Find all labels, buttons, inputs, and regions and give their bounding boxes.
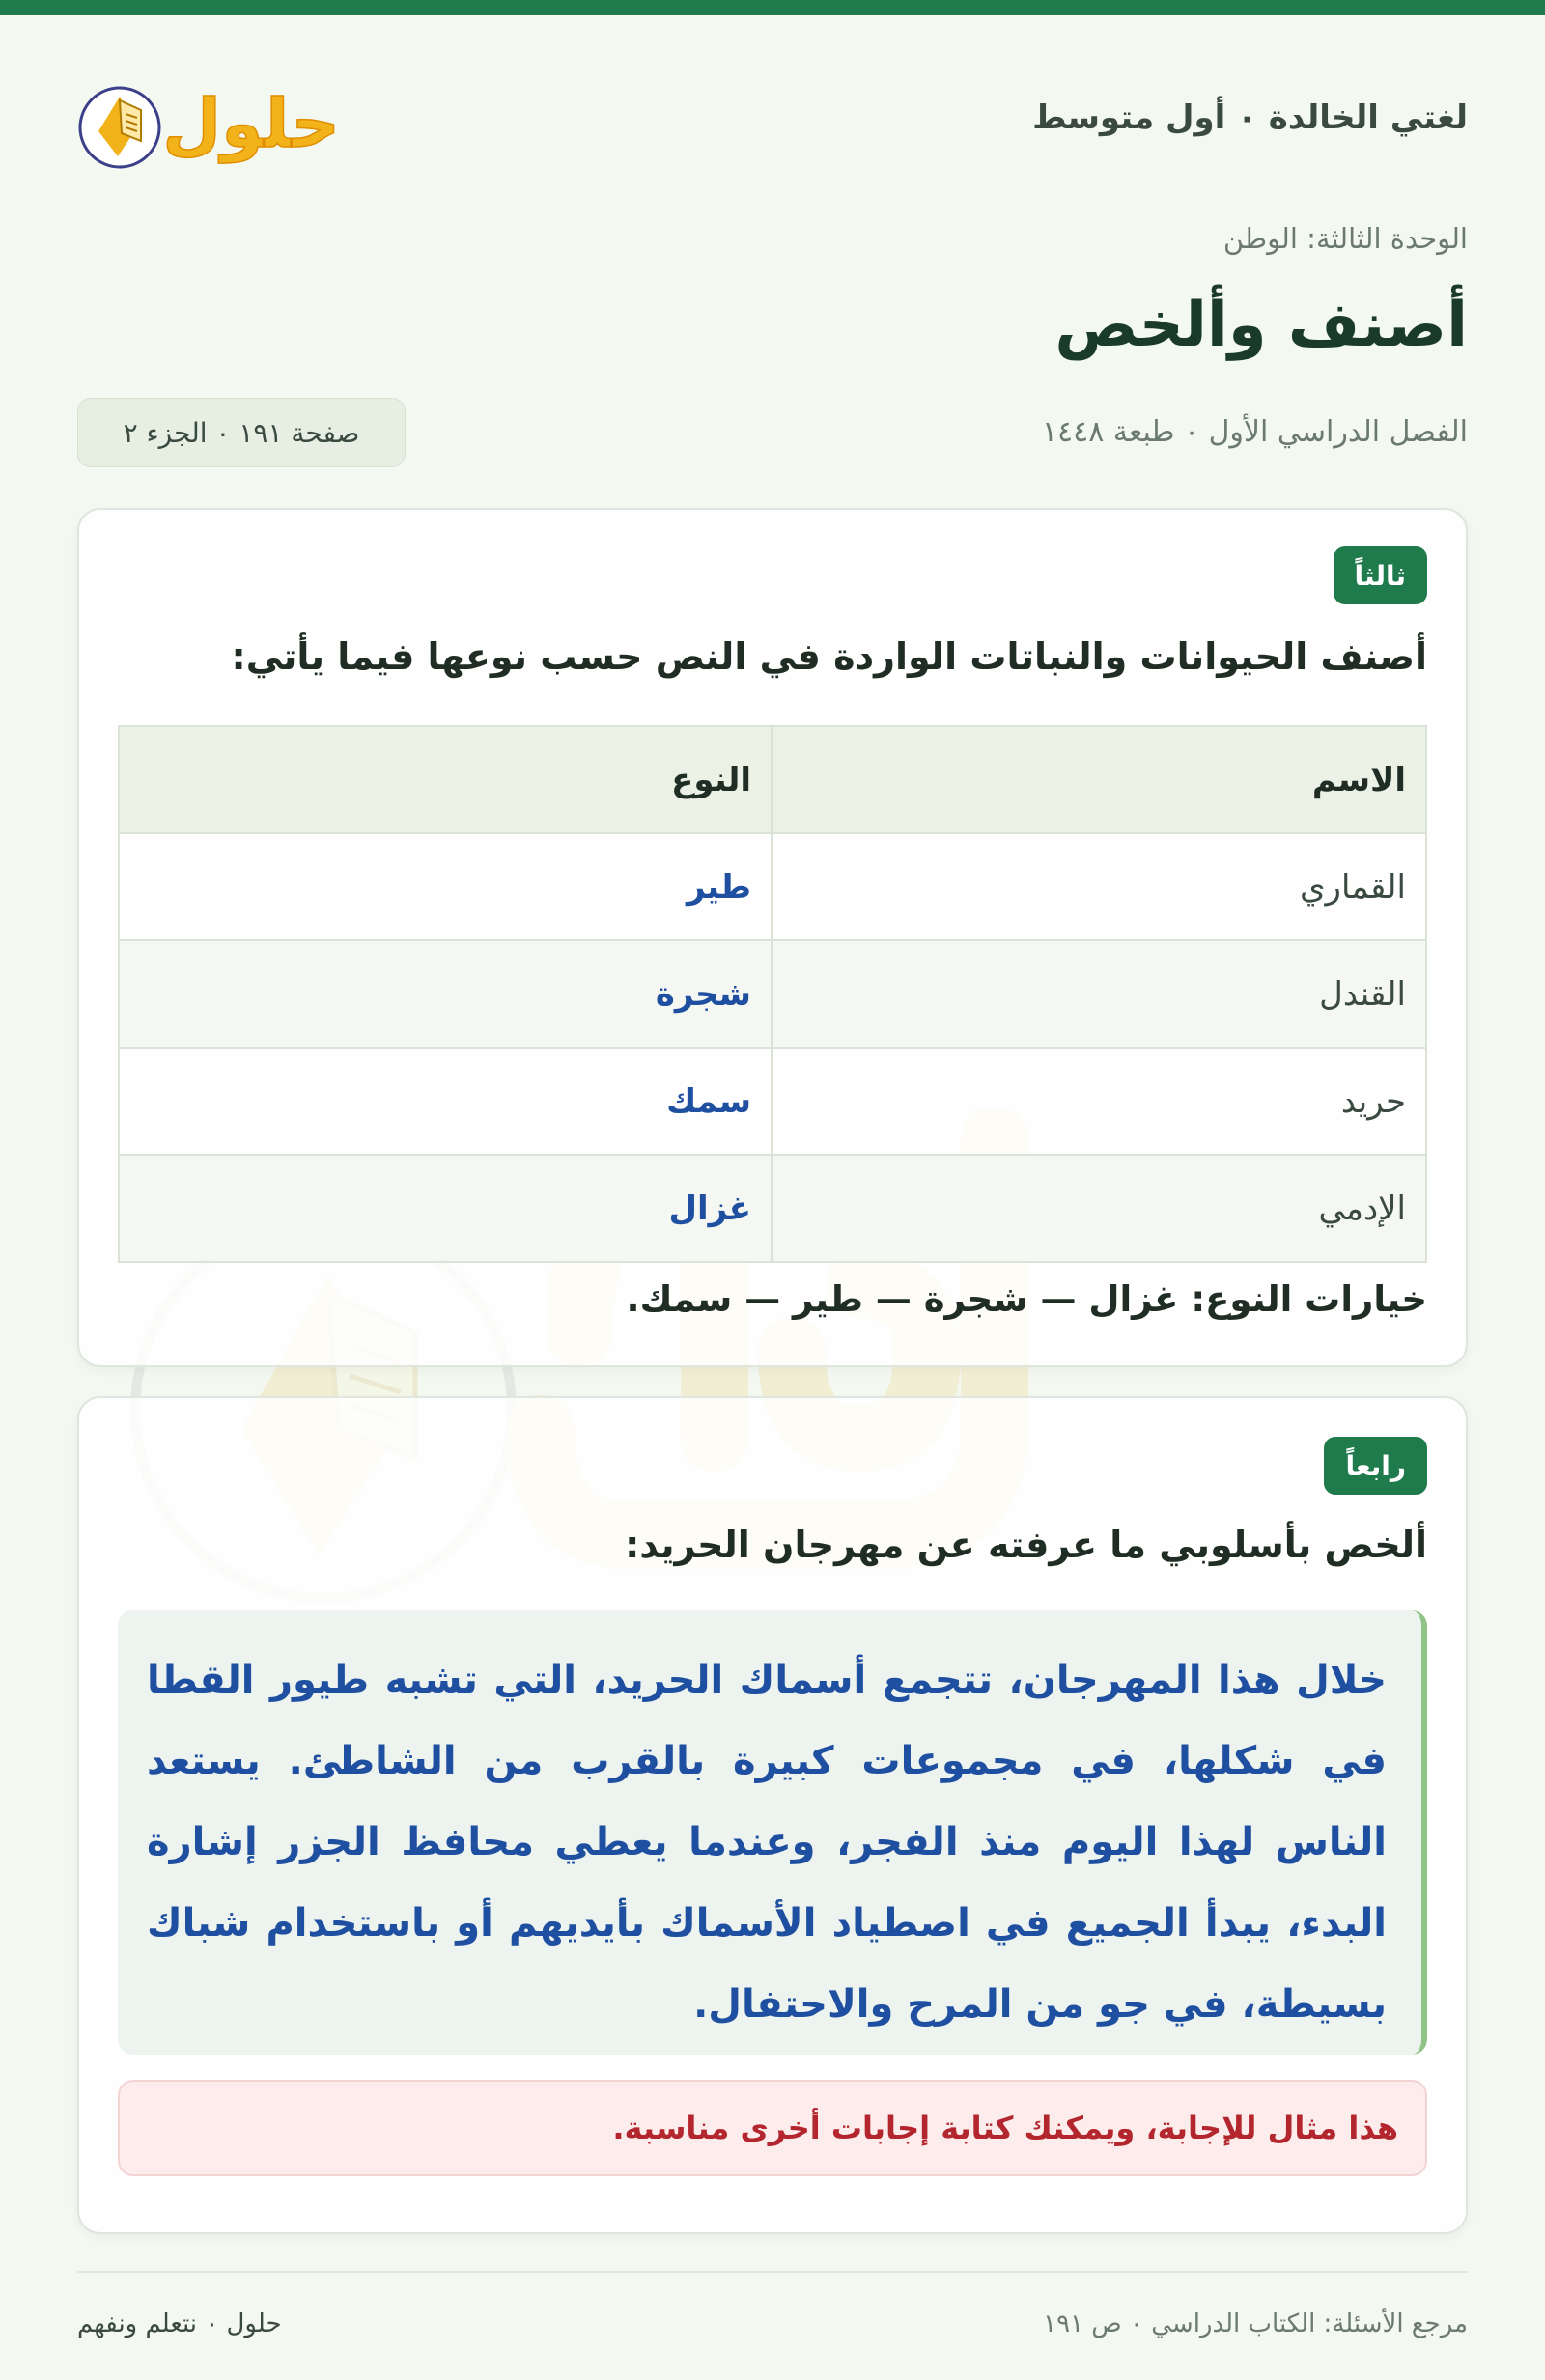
column-header-type: النوع — [119, 726, 772, 833]
table-header-row — [119, 726, 1426, 833]
section-classify-card — [77, 508, 1468, 1367]
table-row — [119, 940, 1426, 1048]
answer-note: هذا مثال للإجابة، ويمكنك كتابة إجابات أخرى مناسبة. — [118, 2080, 1427, 2176]
footer-divider — [77, 2271, 1468, 2273]
cell-type: غزال — [119, 1155, 772, 1262]
classification-table — [118, 725, 1427, 1263]
logo-text: حلول — [162, 84, 340, 163]
unit-label: الوحدة الثالثة: الوطن — [1222, 222, 1468, 255]
question-text: أصنف الحيوانات والنباتات الواردة في النص حسب نوعها فيما يأتي: — [231, 635, 1427, 678]
footer-slogan: حلول ٠ نتعلم ونفهم — [77, 2310, 282, 2338]
section-summary-card — [77, 1396, 1468, 2234]
section-badge: رابعاً — [1324, 1437, 1427, 1495]
cell-name: الإدمي — [772, 1155, 1426, 1262]
page-title: أصنف وألخص — [1054, 290, 1468, 361]
answer-text: خلال هذا المهرجان، تتجمع أسماك الحريد، التي تشبه طيور القطا في شكلها، في مجموعات كبيرة بالقرب من الشاطئ. يستعد الناس لهذا اليوم منذ الفجر، وعندما يعطي محافظ الجزر إشارة البدء، يبدأ الجميع في اصطياد الأسماك بأيديهم أو باستخدام شباك بسيطة، في جو من المرح والاحتفال. — [118, 1610, 1427, 2055]
cell-name: القماري — [772, 833, 1426, 940]
section-badge: ثالثاً — [1334, 546, 1427, 604]
cell-type: شجرة — [119, 940, 772, 1048]
table-row — [119, 1155, 1426, 1262]
footer-reference: مرجع الأسئلة: الكتاب الدراسي ٠ ص ١٩١ — [1043, 2310, 1468, 2338]
logo[interactable] — [77, 60, 348, 176]
question-text: ألخص بأسلوبي ما عرفته عن مهرجان الحريد: — [625, 1524, 1427, 1566]
table-row — [119, 833, 1426, 940]
notebook-icon — [80, 88, 159, 167]
table-row — [119, 1048, 1426, 1155]
header — [77, 60, 1468, 176]
page-number-pill: صفحة ١٩١ ٠ الجزء ٢ — [77, 398, 406, 467]
cell-type: سمك — [119, 1048, 772, 1155]
term-label: الفصل الدراسي الأول ٠ طبعة ١٤٤٨ — [1041, 415, 1468, 449]
cell-name: حريد — [772, 1048, 1426, 1155]
cell-type: طير — [119, 833, 772, 940]
type-options: خيارات النوع: غزال — شجرة — طير — سمك. — [626, 1278, 1427, 1320]
cell-name: القندل — [772, 940, 1426, 1048]
book-title: لغتي الخالدة ٠ أول متوسط — [1032, 98, 1468, 137]
column-header-name: الاسم — [772, 726, 1426, 833]
top-accent-bar — [0, 0, 1545, 15]
